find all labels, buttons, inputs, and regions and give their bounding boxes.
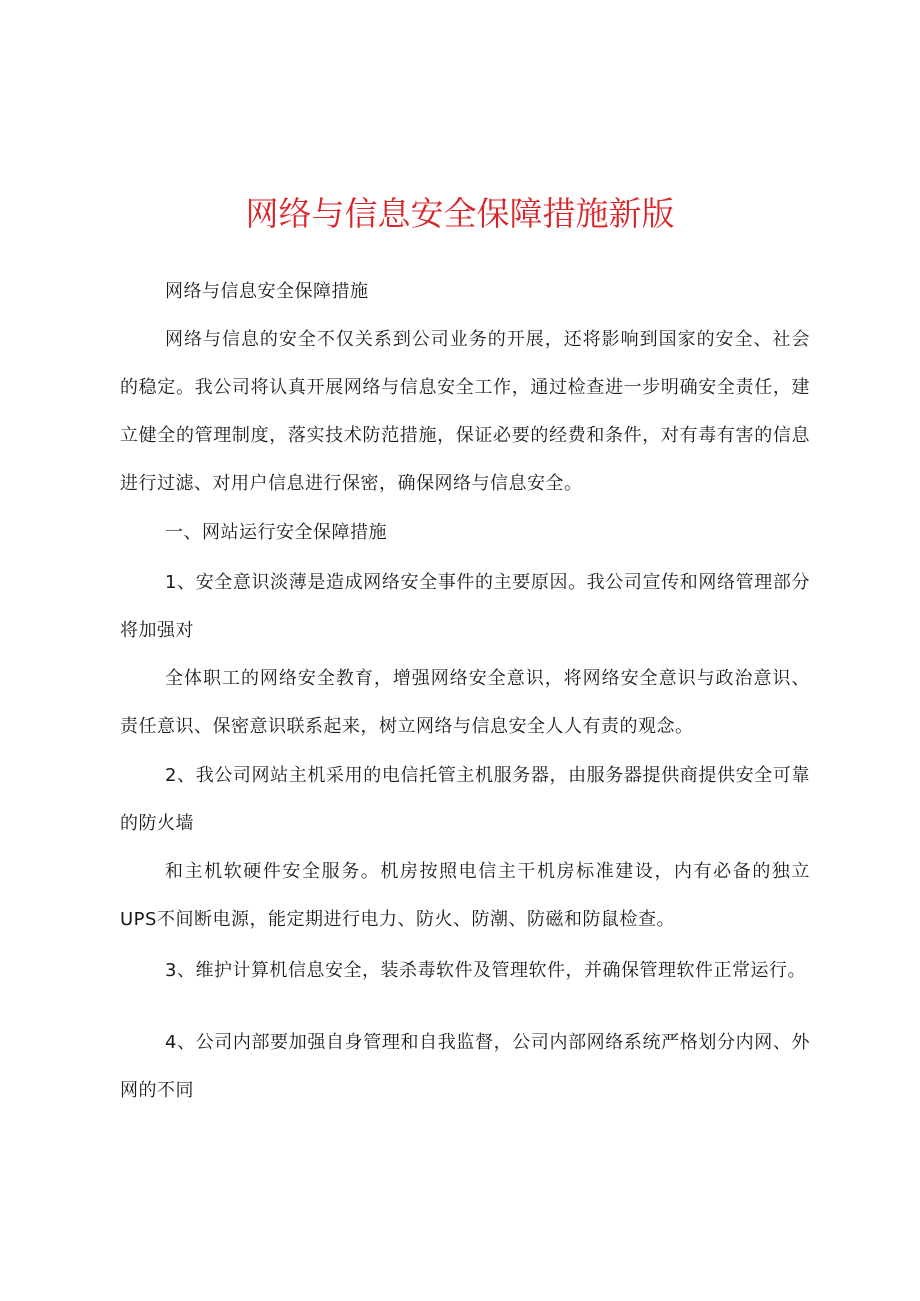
paragraph-item-2-cont: 和主机软硬件安全服务。机房按照电信主干机房标准建设，内有必备的独立UPS不间断电源，能定期进行电力、防火、防潮、防磁和防鼠检查。 xyxy=(120,861,810,930)
paragraph-item-1-cont: 全体职工的网络安全教育，增强网络安全意识，将网络安全意识与政治意识、责任意识、保密意识联系起来，树立网络与信息安全人人有责的观念。 xyxy=(120,668,810,737)
paragraph-heading: 网络与信息安全保障措施 xyxy=(165,281,369,302)
paragraph-item-1: 1、安全意识淡薄是造成网络安全事件的主要原因。我公司宣传和网络管理部分将加强对 xyxy=(120,572,810,641)
document-title: 网络与信息安全保障措施新版 xyxy=(245,194,675,233)
paragraph-item-4: 4、公司内部要加强自身管理和自我监督，公司内部网络系统严格划分内网、外网的不同 xyxy=(120,1032,810,1101)
paragraph-item-3: 3、维护计算机信息安全，装杀毒软件及管理软件，并确保管理软件正常运行。 xyxy=(165,960,806,981)
paragraph-section-one: 一、网站运行安全保障措施 xyxy=(165,522,387,543)
paragraph-item-2: 2、我公司网站主机采用的电信托管主机服务器，由服务器提供商提供安全可靠的防火墙 xyxy=(120,765,810,834)
paragraph-intro: 网络与信息的安全不仅关系到公司业务的开展，还将影响到国家的安全、社会的稳定。我公司将认真开展网络与信息安全工作，通过检查进一步明确安全责任，建立健全的管理制度，落实技术防范措施，保证必要的经费和条件，对有毒有害的信息进行过滤、对用户信息进行保密，确保网络与信息安全。 xyxy=(120,329,810,494)
